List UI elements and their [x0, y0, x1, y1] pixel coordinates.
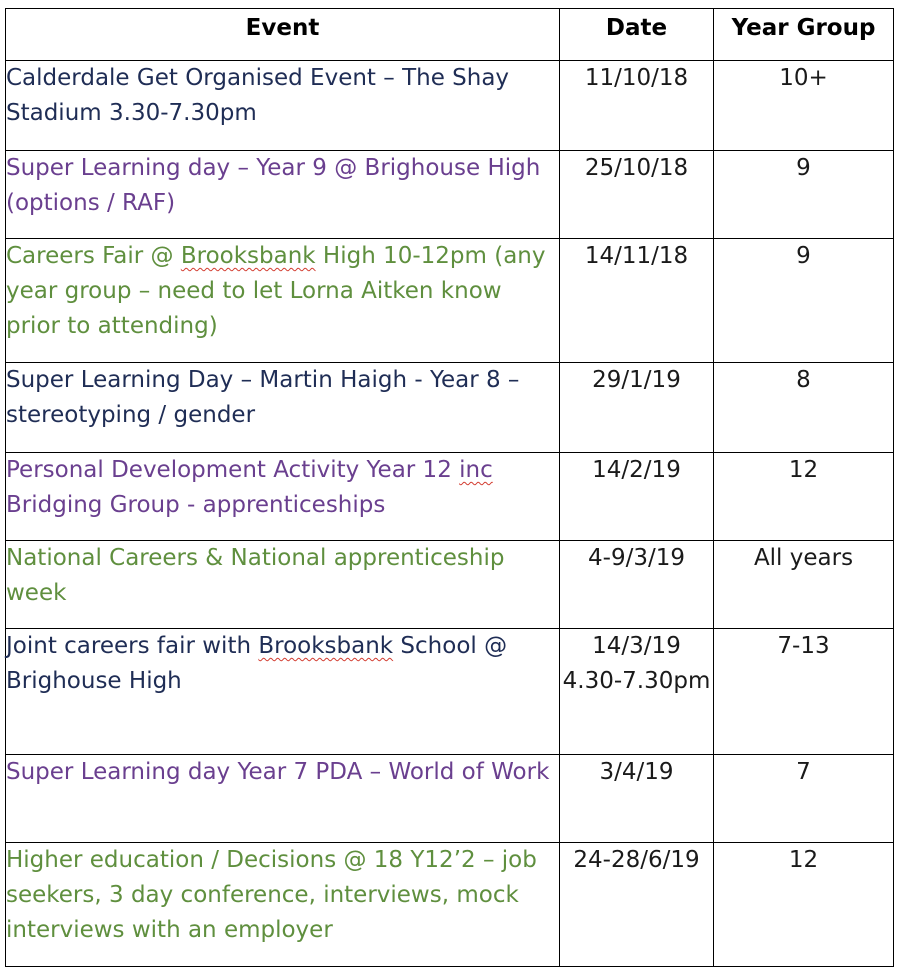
year-group-cell: 8 [714, 363, 894, 453]
date-cell: 14/11/18 [560, 239, 714, 363]
table-row [6, 629, 894, 755]
spellcheck-marked-word: Brooksbank [180, 243, 316, 269]
event-cell: Super Learning day Year 7 PDA – World of Work [6, 755, 560, 843]
event-text: High 10-12pm (any year group – need to let Lorna Aitken know prior to attending) [6, 243, 546, 339]
header-year-group: Year Group [714, 9, 894, 61]
header-date: Date [560, 9, 714, 61]
event-cell [6, 453, 560, 541]
table-row [6, 363, 894, 453]
table-header [6, 9, 894, 61]
table-row [6, 843, 894, 967]
year-group-cell: 7 [714, 755, 894, 843]
event-text: Joint careers fair with [6, 633, 259, 659]
date-cell: 3/4/19 [560, 755, 714, 843]
event-cell: Super Learning day – Year 9 @ Brighouse High (options / RAF) [6, 151, 560, 239]
event-text: School @ Brighouse High [6, 633, 508, 694]
header-event: Event [6, 9, 560, 61]
table-row [6, 541, 894, 629]
event-cell: National Careers & National apprenticeship week [6, 541, 560, 629]
year-group-cell: 9 [714, 151, 894, 239]
date-cell: 11/10/18 [560, 61, 714, 151]
date-cell: 24-28/6/19 [560, 843, 714, 967]
table-row [6, 151, 894, 239]
date-cell: 25/10/18 [560, 151, 714, 239]
year-group-cell: 12 [714, 453, 894, 541]
spellcheck-marked-word: inc [459, 457, 493, 483]
header-row [6, 9, 894, 61]
spellcheck-marked-word: Brooksbank [258, 633, 394, 659]
year-group-cell: All years [714, 541, 894, 629]
event-text: Bridging Group - apprenticeships [6, 492, 386, 518]
date-cell: 14/2/19 [560, 453, 714, 541]
year-group-cell: 10+ [714, 61, 894, 151]
table-row [6, 755, 894, 843]
event-cell: Super Learning Day – Martin Haigh - Year 8 – stereotyping / gender [6, 363, 560, 453]
table-row [6, 61, 894, 151]
date-cell: 4-9/3/19 [560, 541, 714, 629]
date-cell: 14/3/19 4.30-7.30pm [560, 629, 714, 755]
event-cell [6, 239, 560, 363]
events-table [5, 8, 894, 967]
date-cell: 29/1/19 [560, 363, 714, 453]
year-group-cell: 12 [714, 843, 894, 967]
event-text: Careers Fair @ [6, 243, 181, 269]
table-body [6, 61, 894, 967]
table-row [6, 239, 894, 363]
event-cell: Calderdale Get Organised Event – The Shay Stadium 3.30-7.30pm [6, 61, 560, 151]
event-cell [6, 629, 560, 755]
year-group-cell: 9 [714, 239, 894, 363]
year-group-cell: 7-13 [714, 629, 894, 755]
table-row [6, 453, 894, 541]
event-text: Personal Development Activity Year 12 [6, 457, 460, 483]
event-cell: Higher education / Decisions @ 18 Y12’2 – job seekers, 3 day conference, interviews, mock interviews with an employer [6, 843, 560, 967]
